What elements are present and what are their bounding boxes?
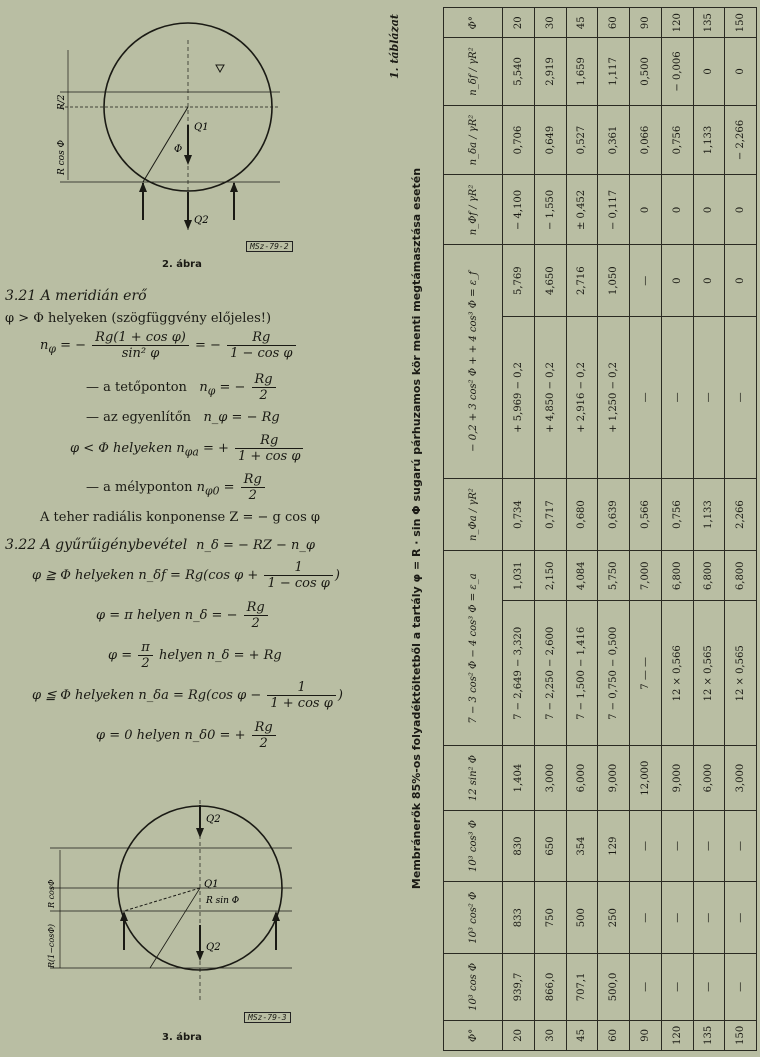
table-cell: 45 bbox=[566, 1020, 598, 1050]
ring-eq5: φ = 0 helyen n_δ0 = + $\frac{Rg}{2}$ bbox=[96, 720, 278, 751]
figure-3-diagram bbox=[30, 790, 310, 1030]
th-cos3: 10³ cos³ Φ bbox=[444, 810, 503, 882]
th-ndelf: n_δf / γR² bbox=[444, 38, 503, 105]
table-cell: 6,000 bbox=[693, 746, 725, 810]
table-cell: 0 bbox=[630, 175, 662, 245]
fig3-label-rcos2: R cosΦ bbox=[47, 879, 56, 908]
table-cell: 5,769 bbox=[503, 245, 535, 317]
table-cell: — bbox=[725, 954, 757, 1021]
table-cell: 0,066 bbox=[630, 105, 662, 175]
table-cell: + 2,916 − 0,2 bbox=[566, 317, 598, 479]
table-cell: + 4,850 − 0,2 bbox=[534, 317, 566, 479]
table-cell: 830 bbox=[503, 810, 535, 882]
table-row bbox=[566, 8, 598, 1051]
table-cell: 6,800 bbox=[693, 551, 725, 601]
table-cell: 500 bbox=[566, 882, 598, 954]
table-cell: 1,117 bbox=[598, 38, 630, 105]
table-cell: — bbox=[630, 882, 662, 954]
table-cell: 939,7 bbox=[503, 954, 535, 1021]
fig2-caption: 2. ábra bbox=[162, 259, 202, 270]
meridian-equator: — az egyenlítőn n_φ = − Rg bbox=[86, 410, 280, 425]
fig2-label-q1: Q1 bbox=[194, 122, 209, 133]
table-cell: − 4,100 bbox=[503, 175, 535, 245]
section-321-cond1: φ > Φ helyeken (szögfüggvény előjeles!) bbox=[5, 311, 272, 326]
table-cell: — bbox=[630, 245, 662, 317]
table-cell: 6,800 bbox=[661, 551, 693, 601]
ring-eq4: φ ≦ Φ helyeken n_δa = Rg(cos φ − $\frac{1}{\text{1 + cos φ}}$ ) bbox=[32, 680, 343, 711]
table-cell: 90 bbox=[630, 8, 662, 38]
table-cell: 7 − 2,649 − 3,320 bbox=[503, 601, 535, 746]
th-ea: 7 − 3 cos² Φ − 4 cos³ Φ = ε_a bbox=[444, 551, 503, 746]
th-ef: − 0,2 + 3 cos² Φ + + 4 cos³ Φ = ε_f bbox=[444, 245, 503, 478]
fig2-label-phi: Φ bbox=[174, 144, 183, 155]
table-cell: 12,000 bbox=[630, 746, 662, 810]
fig3-label-q1: Q1 bbox=[204, 879, 219, 890]
table-cell: 120 bbox=[661, 8, 693, 38]
table-cell: 1,133 bbox=[693, 105, 725, 175]
fig3-label-q2b: Q2 bbox=[206, 942, 221, 953]
table-cell: 9,000 bbox=[661, 746, 693, 810]
table-row bbox=[630, 8, 662, 1051]
table-row bbox=[661, 8, 693, 1051]
table-cell: ± 0,452 bbox=[566, 175, 598, 245]
table-cell: 0,756 bbox=[661, 105, 693, 175]
table-cell: 150 bbox=[725, 8, 757, 38]
fig2-label-q2: Q2 bbox=[194, 215, 209, 226]
table-cell: 7 − 0,750 − 0,500 bbox=[598, 601, 630, 746]
table-cell: 5,540 bbox=[503, 38, 535, 105]
fig2-label-r-cos: R cos Φ bbox=[57, 140, 67, 175]
table-cell: 135 bbox=[693, 1020, 725, 1050]
table-row bbox=[693, 8, 725, 1051]
table-cell: 3,000 bbox=[534, 746, 566, 810]
th-phi: Φ° bbox=[444, 1020, 503, 1050]
table-cell: 0,649 bbox=[534, 105, 566, 175]
table-row bbox=[503, 8, 535, 1051]
table-cell: — bbox=[661, 954, 693, 1021]
table-cell: 0 bbox=[661, 175, 693, 245]
table-cell: 2,150 bbox=[534, 551, 566, 601]
table-cell: 60 bbox=[598, 1020, 630, 1050]
table-cell: 0,361 bbox=[598, 105, 630, 175]
table-cell: 2,919 bbox=[534, 38, 566, 105]
table-cell: — bbox=[693, 810, 725, 882]
table-cell: 0,734 bbox=[503, 478, 535, 551]
section-321-heading: 3.21 A meridián erő bbox=[5, 288, 147, 304]
table-cell: 7 − 1,500 − 1,416 bbox=[566, 601, 598, 746]
table-cell: 1,133 bbox=[693, 478, 725, 551]
table-cell: 0,500 bbox=[630, 38, 662, 105]
table-cell: − 2,266 bbox=[725, 105, 757, 175]
table-cell: 250 bbox=[598, 882, 630, 954]
table-cell: — bbox=[661, 810, 693, 882]
table-cell: 129 bbox=[598, 810, 630, 882]
table-cell: 0,527 bbox=[566, 105, 598, 175]
table-cell: 12 × 0,565 bbox=[725, 601, 757, 746]
table-cell: 4,084 bbox=[566, 551, 598, 601]
table-cell: 7 − 2,250 − 2,600 bbox=[534, 601, 566, 746]
table-cell: 0,706 bbox=[503, 105, 535, 175]
table-cell: 4,650 bbox=[534, 245, 566, 317]
table-cell: + 1,250 − 0,2 bbox=[598, 317, 630, 479]
table-cell: 3,000 bbox=[725, 746, 757, 810]
table-cell: 12 × 0,565 bbox=[693, 601, 725, 746]
table-cell: − 0,006 bbox=[661, 38, 693, 105]
table-cell: 0,566 bbox=[630, 478, 662, 551]
table-cell: 2,716 bbox=[566, 245, 598, 317]
table-cell: — bbox=[725, 882, 757, 954]
ring-eq2: φ = π helyen n_δ = − $\frac{Rg}{2}$ bbox=[96, 600, 270, 631]
th-cos: 10³ cos Φ bbox=[444, 954, 503, 1021]
table-cell: 0 bbox=[693, 38, 725, 105]
table-cell: 750 bbox=[534, 882, 566, 954]
table-cell: 500,0 bbox=[598, 954, 630, 1021]
table-cell: 0 bbox=[693, 245, 725, 317]
th-nphif: n_Φf / γR² bbox=[444, 175, 503, 245]
table-cell: 1,659 bbox=[566, 38, 598, 105]
table-cell: + 5,969 − 0,2 bbox=[503, 317, 535, 479]
table-cell: 7 — — bbox=[630, 601, 662, 746]
table-cell: 707,1 bbox=[566, 954, 598, 1021]
table-cell: 833 bbox=[503, 882, 535, 954]
table-header-row bbox=[444, 8, 503, 1051]
membrane-table bbox=[443, 7, 757, 1051]
table-cell: 0 bbox=[725, 245, 757, 317]
table-cell: 12 × 0,566 bbox=[661, 601, 693, 746]
table-cell: 150 bbox=[725, 1020, 757, 1050]
th-cos2: 10³ cos² Φ bbox=[444, 882, 503, 954]
table-cell: 2,266 bbox=[725, 478, 757, 551]
fig3-label-rsin: R sin Φ bbox=[206, 896, 240, 906]
ring-eq3: φ = $\frac{\pi}{2}$ helyen n_δ = + Rg bbox=[108, 640, 282, 671]
radial-component: A teher radiális konponense Z = − g cos φ bbox=[40, 510, 321, 525]
ring-eq1: φ ≧ Φ helyeken n_δf = Rg(cos φ + $\frac{1}{\text{1 − cos φ}}$ ) bbox=[32, 560, 340, 591]
table-cell: — bbox=[661, 317, 693, 479]
meridian-low: — a mélyponton $n_{\varphi 0}$ = $\frac{Rg}{2}$ bbox=[86, 472, 267, 503]
fig3-stamp: MSz-79-3 bbox=[244, 1012, 291, 1023]
table-cell: — bbox=[693, 317, 725, 479]
table-cell: — bbox=[630, 954, 662, 1021]
table-cell: 7,000 bbox=[630, 551, 662, 601]
rotated-table-panel bbox=[380, 0, 760, 1057]
fig2-label-r-half: R/2 bbox=[57, 94, 67, 110]
meridian-cond2: φ < Φ helyeken $n_{\varphi a}$ = + $\frac{Rg}{\text{1 + cos φ}}$ bbox=[70, 433, 305, 464]
table-cell: 0 bbox=[661, 245, 693, 317]
th-ndela: n_δa / γR² bbox=[444, 105, 503, 175]
table-cell: 0 bbox=[693, 175, 725, 245]
table-cell: 9,000 bbox=[598, 746, 630, 810]
table-cell: 354 bbox=[566, 810, 598, 882]
table-cell: 120 bbox=[661, 1020, 693, 1050]
table-cell: 650 bbox=[534, 810, 566, 882]
table-cell: 6,800 bbox=[725, 551, 757, 601]
th-phi-end: Φ° bbox=[444, 8, 503, 38]
table-cell: 5,750 bbox=[598, 551, 630, 601]
table-cell: 1,404 bbox=[503, 746, 535, 810]
table-cell: 0,680 bbox=[566, 478, 598, 551]
table-cell: — bbox=[661, 882, 693, 954]
table-row bbox=[725, 8, 757, 1051]
table-number: 1. táblázat bbox=[388, 14, 401, 79]
table-cell: — bbox=[693, 954, 725, 1021]
section-322-heading: 3.22 A gyűrűigénybevétel n_δ = − RZ − n_φ bbox=[5, 537, 316, 553]
figure-2-diagram bbox=[40, 20, 300, 250]
table-cell: — bbox=[693, 882, 725, 954]
th-nphia: n_Φa / γR² bbox=[444, 478, 503, 551]
table-title: Membránerők 85%-os folyadéktöltetből a tartály φ = R · sin Φ sugarú párhuzamos kör menti megtámasztása esetén bbox=[410, 167, 423, 890]
table-cell: — bbox=[725, 317, 757, 479]
table-cell: 135 bbox=[693, 8, 725, 38]
table-cell: − 0,117 bbox=[598, 175, 630, 245]
th-sin2: 12 sin² Φ bbox=[444, 746, 503, 810]
fig3-label-rcos: R(1−cosΦ) bbox=[47, 923, 56, 968]
table-cell: 6,000 bbox=[566, 746, 598, 810]
fig2-stamp: MSz-79-2 bbox=[246, 241, 293, 252]
fig3-caption: 3. ábra bbox=[162, 1032, 202, 1043]
eq1-den: sin² φ bbox=[121, 346, 160, 361]
table-cell: 30 bbox=[534, 1020, 566, 1050]
table-cell: 0 bbox=[725, 175, 757, 245]
table-cell: 20 bbox=[503, 1020, 535, 1050]
table-cell: 20 bbox=[503, 8, 535, 38]
table-cell: 1,050 bbox=[598, 245, 630, 317]
eq1-num: Rg(1 + cos φ) bbox=[92, 330, 189, 346]
table-row bbox=[534, 8, 566, 1051]
table-cell: 90 bbox=[630, 1020, 662, 1050]
table-cell: 0 bbox=[725, 38, 757, 105]
table-cell: 866,0 bbox=[534, 954, 566, 1021]
table-cell: 30 bbox=[534, 8, 566, 38]
table-cell: 0,639 bbox=[598, 478, 630, 551]
table-cell: — bbox=[630, 810, 662, 882]
table-cell: — bbox=[725, 810, 757, 882]
table-cell: 0,717 bbox=[534, 478, 566, 551]
meridian-top: — a tetőponton $n_\varphi$ = − $\frac{Rg}{2}$ bbox=[86, 372, 278, 403]
table-cell: 60 bbox=[598, 8, 630, 38]
table-row bbox=[598, 8, 630, 1051]
table-cell: 1,031 bbox=[503, 551, 535, 601]
table-cell: 0,756 bbox=[661, 478, 693, 551]
fig3-label-q2a: Q2 bbox=[206, 814, 221, 825]
table-cell: 45 bbox=[566, 8, 598, 38]
meridian-eq1: $n_\varphi$ = − $\frac{\text{Rg(1 + cos φ)}}{\text{sin² φ}}$ = − $\frac{Rg}{\text{1 − cos φ}}$ bbox=[40, 330, 298, 361]
table-cell: — bbox=[630, 317, 662, 479]
table-cell: − 1,550 bbox=[534, 175, 566, 245]
